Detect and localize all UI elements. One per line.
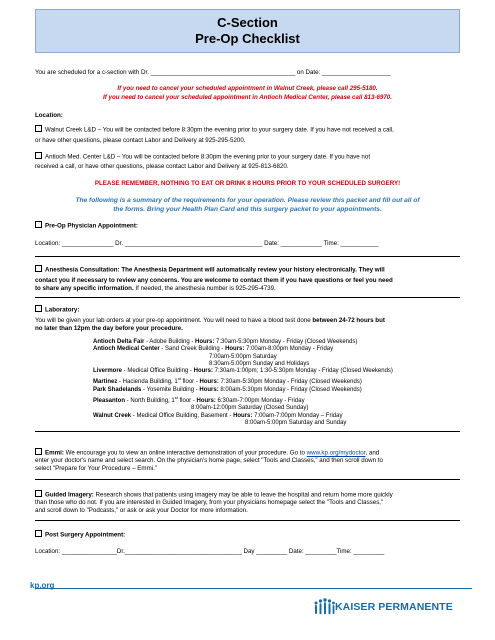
imagery-heading: Guided Imagery:	[45, 491, 94, 499]
title-banner	[35, 9, 460, 53]
lab-row: Antioch Medical Center - Sand Creek Building - Hours: 7:00am-8:00pm Monday - Friday	[93, 346, 334, 353]
kp-figures-icon	[313, 596, 335, 618]
walnut-ld-text: Walnut Creek L&D – You will be contacted before 8:30pm the evening prior to your surgery date. If you have not received a call,	[45, 126, 394, 134]
laboratory-heading[interactable]	[35, 305, 79, 315]
laboratory-heading-text: Laboratory:	[45, 306, 80, 314]
emmi-line-2: enter your doctor's name and select search. On the physician's home page, select "Tools and Classes," and then scroll down to	[35, 457, 383, 464]
lab-locations	[93, 339, 393, 427]
divider	[35, 479, 460, 480]
cancel-antioch-notice: If you need to cancel your scheduled appointment in Antioch Medical Center, please call 813-6970.	[103, 94, 392, 101]
anesthesia-line-2: contact you if necessary to review any concerns. You are welcome to contact them if you have questions or feel you need	[35, 277, 393, 284]
preop-fill-line[interactable]: Location: _______________ Dr. ________________________________________ Date: ____________ Time: ___________	[35, 240, 379, 247]
emmi-text-end: , and	[365, 449, 380, 457]
checkbox[interactable]	[35, 305, 42, 312]
lab-line-1a: You will be given your lab orders at your pre-op appointment. You will need to have a blood test done	[35, 317, 313, 324]
preop-heading[interactable]	[35, 221, 138, 231]
lab-row: 7:00am-5:00pm Saturday	[209, 353, 277, 360]
laboratory-line-2: no later than 12pm the day before your procedure.	[35, 325, 183, 332]
divider	[35, 431, 460, 432]
anesthesia-line-3-bold: to share any specific information.	[35, 285, 134, 292]
checkbox[interactable]	[35, 125, 42, 132]
checkbox[interactable]	[35, 221, 42, 228]
checkbox[interactable]	[35, 265, 42, 272]
divider	[35, 256, 460, 257]
preop-heading-text: Pre-Op Physician Appointment:	[45, 222, 138, 230]
checkbox[interactable]	[35, 490, 42, 497]
checkbox[interactable]	[35, 448, 42, 455]
checkbox[interactable]	[35, 530, 42, 537]
lab-row: Walnut Creek - Medical Office Building, Basement - Hours: 7:00am-7:00pm Monday – Friday	[93, 412, 343, 419]
walnut-ld-text-2: or have other questions, please contact Labor and Delivery at 925-295-5200.	[35, 137, 246, 144]
footer-rule	[35, 588, 472, 589]
anesthesia-heading-text: Anesthesia Consultation: The Anesthesia Department will automatically review your history electronically. They will	[45, 266, 385, 274]
kp-brand-name: KAISER PERMANENTE	[335, 601, 453, 613]
checkbox[interactable]	[35, 152, 42, 159]
kp-org-link[interactable]: kp.org	[30, 581, 55, 590]
cancel-walnut-notice: If you need to cancel your scheduled appointment in Walnut Creek, please call 295-5180.	[117, 85, 378, 92]
lab-row: Pleasanton - North Building, 1st floor - Hours: 6:30am-7:00pm Monday - Friday	[93, 395, 305, 405]
imagery-line-2: than those who do not. If you are interested in Guided Imagery, from your physicians homepage select the "Tools and Classes,"	[35, 499, 384, 506]
kp-mydoctor-link[interactable]: www.kp.org/mydoctor	[306, 449, 366, 457]
summary-line-1: The following is a summary of the requirements for your operation. Please review this packet and fill out all of	[75, 197, 420, 204]
post-heading-text: Post Surgery Appointment:	[45, 531, 126, 539]
lab-row: 8:30am-5:00pm Sunday and Holidays	[209, 360, 310, 367]
lab-row: 8:00am-5:00pm Saturday and Sunday	[245, 419, 347, 426]
lab-line-1b: between 24-72 hours but	[312, 317, 385, 324]
summary-line-2: the forms. Bring your Health Plan Card and this surgery packet to your appointments.	[113, 206, 382, 213]
divider	[35, 297, 460, 298]
schedule-line: You are scheduled for a c-section with Dr. __________________________________________ on Date: ____________________	[35, 69, 391, 76]
antioch-ld-text: Antioch Med. Center L&D – You will be contacted before 8:30pm the evening prior to your surgery date. If you have not	[45, 153, 371, 161]
lab-row: Martinez - Hacienda Building, 1st floor - Hours: 7:30am-5:30pm Monday - Friday (Closed Weekends)	[93, 376, 362, 386]
antioch-ld-item[interactable]	[35, 152, 465, 162]
title-line-2: Pre-Op Checklist	[195, 31, 300, 46]
anesthesia-phone: If needed, the anesthesia number is 925-295-4739.	[133, 285, 276, 292]
kaiser-permanente-logo	[313, 596, 483, 618]
emmi-line-3: select "Prepare for Your Procedure – Emmi."	[35, 465, 158, 472]
divider	[35, 520, 460, 521]
laboratory-line-1	[35, 317, 385, 325]
post-surgery-heading[interactable]	[35, 530, 125, 540]
anesthesia-heading[interactable]	[35, 265, 465, 275]
fasting-reminder: PLEASE REMEMBER, NOTHING TO EAT OR DRINK 8 HOURS PRIOR TO YOUR SCHEDULED SURGERY!	[94, 180, 401, 187]
emmi-text: We encourage you to view an online interactive demonstration of your procedure. Go to	[63, 449, 307, 457]
lab-row: 8:00am-12:00pm Saturday (Closed Sunday)	[191, 405, 309, 412]
lab-row: Antioch Delta Fair - Adobe Building - Hours: 7:30am-5:30pm Monday - Friday (Closed Weekends)	[93, 339, 358, 345]
location-label: Location:	[35, 112, 63, 119]
lab-row: Park Shadelands - Yosemite Building - Hours: 8:00am-5:30pm Monday - Friday (Closed Weekends)	[93, 386, 362, 393]
emmi-heading: Emmi:	[45, 449, 64, 457]
antioch-ld-text-2: received a call, or have other questions, please contact Labor and Delivery at 925-813-6820.	[35, 163, 289, 170]
imagery-text: Research shows that patients using imagery may be able to leave the hospital and return home more quickly	[93, 491, 393, 499]
anesthesia-line-3	[35, 285, 276, 293]
imagery-line-3: and scroll down to "Podcasts," or ask or ask your Doctor for more information.	[35, 507, 248, 514]
post-fill-line[interactable]: Location: ________________Dr.__________________________________ Day _________ Date: _________Time: _________	[35, 548, 385, 555]
walnut-ld-item[interactable]	[35, 125, 465, 135]
lab-row: Livermore - Medical Office Building - Hours: 7:30am-1:00pm; 1:30-5:30pm Monday - Friday (Closed Weekends)	[93, 368, 393, 375]
title-line-1: C-Section	[217, 15, 278, 30]
